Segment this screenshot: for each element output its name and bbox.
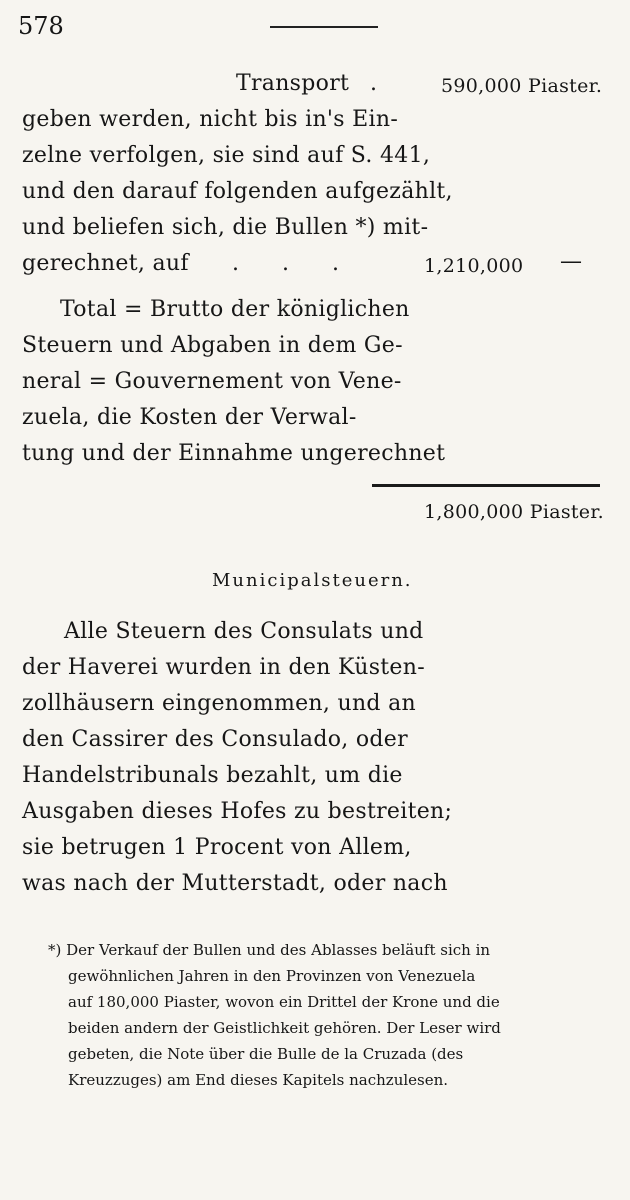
leader-dots: . . . bbox=[232, 251, 357, 276]
text-line: was nach der Mutterstadt, oder nach bbox=[22, 871, 448, 896]
footnote-line: Kreuzzuges) am End dieses Kapitels nachzulesen. bbox=[68, 1071, 449, 1089]
text-line: Handelstribunals bezahlt, um die bbox=[22, 763, 403, 788]
footnote-line: gewöhnlichen Jahren in den Provinzen von Venezuela bbox=[68, 967, 476, 985]
footnote-line: *) Der Verkauf der Bullen und des Ablasses beläuft sich in bbox=[48, 941, 491, 959]
text-line: neral = Gouvernement von Vene- bbox=[22, 369, 402, 394]
text-line: Alle Steuern des Consulats und bbox=[64, 619, 424, 644]
transport-amount: 590,000 Piaster. bbox=[441, 75, 603, 97]
amount-dash: — bbox=[560, 249, 583, 274]
text-line: tung und der Einnahme ungerechnet bbox=[22, 441, 446, 466]
text-line: sie betrugen 1 Procent von Allem, bbox=[22, 835, 412, 860]
text-line: gerechnet, auf bbox=[22, 251, 189, 276]
bulls-amount: 1,210,000 bbox=[424, 255, 524, 277]
footnote-line: beiden andern der Geistlichkeit gehören. Der Leser wird bbox=[68, 1019, 501, 1037]
page-number: 578 bbox=[18, 12, 64, 40]
text-line: zelne verfolgen, sie sind auf S. 441, bbox=[22, 143, 431, 168]
text-line: Total = Brutto der königlichen bbox=[60, 297, 410, 322]
text-line: zollhäusern eingenommen, und an bbox=[22, 691, 416, 716]
footnote-line: gebeten, die Note über die Bulle de la Cruzada (des bbox=[68, 1045, 464, 1063]
header-rule bbox=[270, 26, 378, 28]
text-line: und beliefen sich, die Bullen *) mit- bbox=[22, 215, 429, 240]
text-line: den Cassirer des Consulado, oder bbox=[22, 727, 408, 752]
sum-rule bbox=[372, 484, 600, 487]
total-amount: 1,800,000 Piaster. bbox=[424, 501, 604, 523]
text-line: Steuern und Abgaben in dem Ge- bbox=[22, 333, 403, 358]
text-line: der Haverei wurden in den Küsten- bbox=[22, 655, 425, 680]
transport-label: Transport bbox=[236, 71, 350, 96]
section-heading: Municipalsteuern. bbox=[212, 570, 413, 591]
text-line: zuela, die Kosten der Verwal- bbox=[22, 405, 357, 430]
footnote-line: auf 180,000 Piaster, wovon ein Drittel der Krone und die bbox=[68, 993, 500, 1011]
text-line: Ausgaben dieses Hofes zu bestreiten; bbox=[22, 799, 453, 824]
text-line: und den darauf folgenden aufgezählt, bbox=[22, 179, 453, 204]
text-line: geben werden, nicht bis in's Ein- bbox=[22, 107, 399, 132]
transport-dot: . bbox=[370, 71, 378, 96]
